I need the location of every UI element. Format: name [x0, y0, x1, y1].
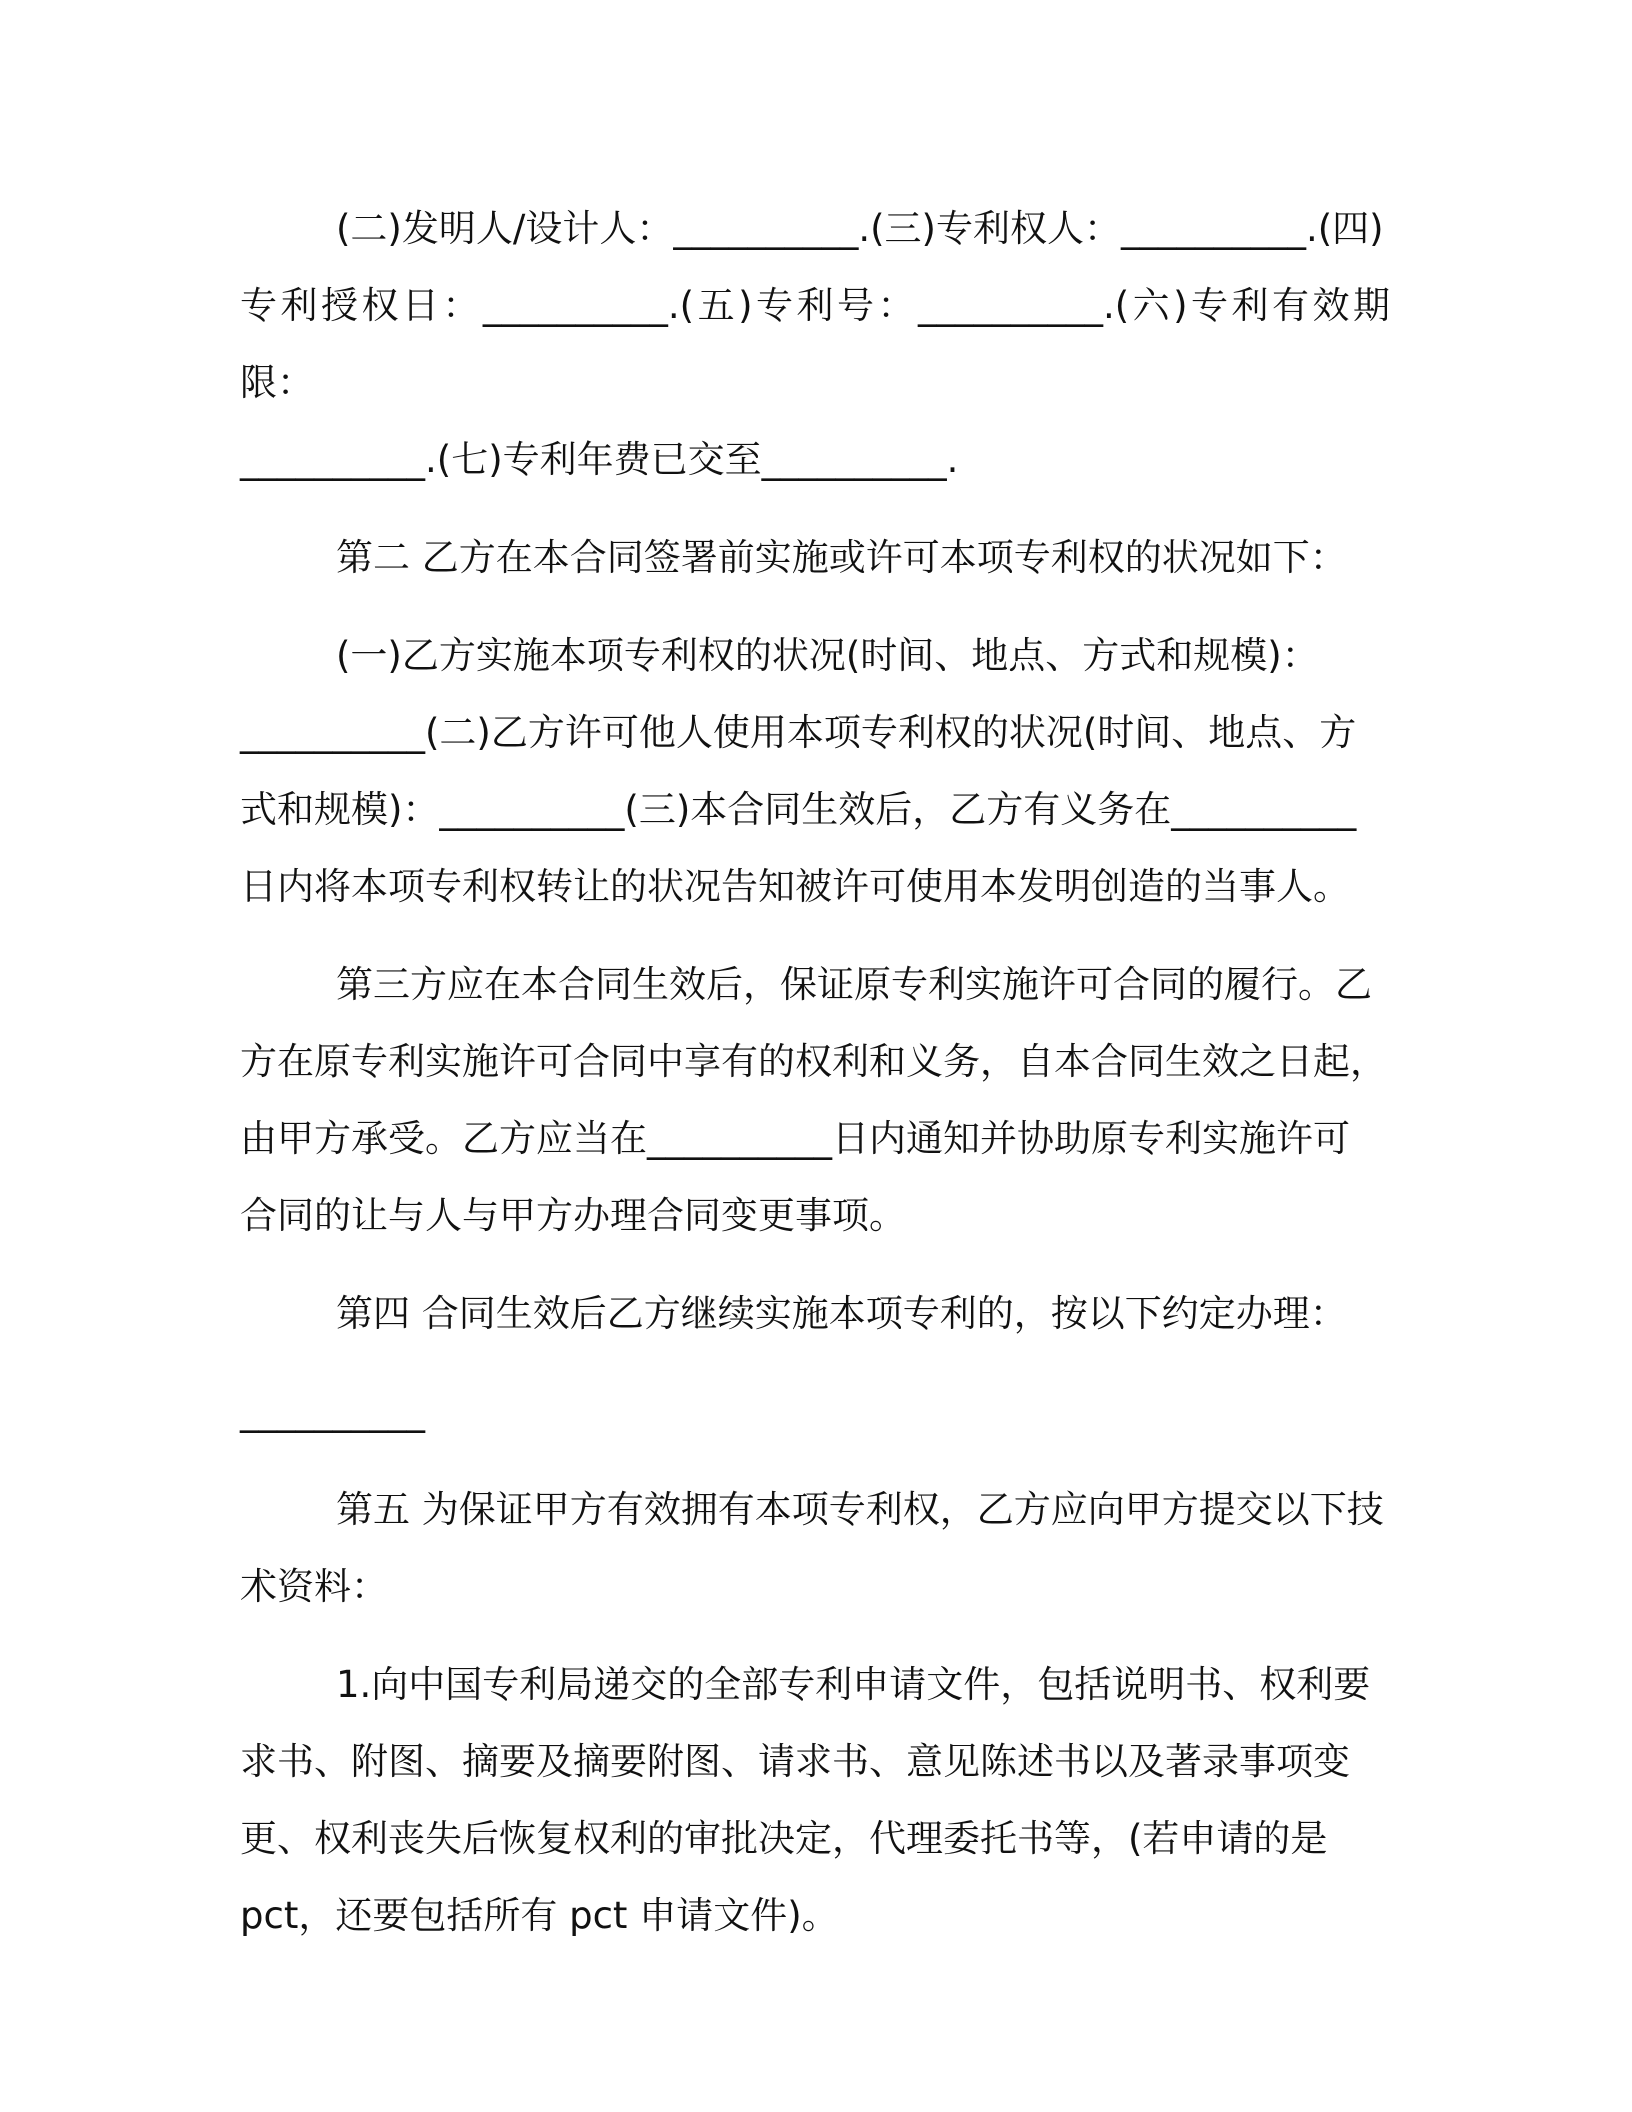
text-line: 日内将本项专利权转让的状况告知被许可使用本发明创造的当事人。	[240, 865, 1350, 908]
text-line: 合同的让与人与甲方办理合同变更事项。	[240, 1194, 906, 1237]
paragraph-implementation-status	[240, 617, 1390, 925]
paragraph-technical-materials-1	[240, 1646, 1390, 1954]
document-page	[240, 190, 1390, 1975]
paragraph-article-3	[240, 946, 1390, 1254]
text-line: 更、权利丧失后恢复权利的审批决定，代理委托书等，(若申请的是	[240, 1817, 1328, 1860]
text-line: pct，还要包括所有 pct 申请文件)。	[240, 1894, 839, 1937]
text-line: (一)乙方实施本项专利权的状况(时间、地点、方式和规模)：	[336, 634, 1319, 677]
text-line: 由甲方承受。乙方应当在__________日内通知并协助原专利实施许可	[240, 1117, 1350, 1160]
paragraph-article-2	[240, 519, 1390, 596]
text-line: 第五 为保证甲方有效拥有本项专利权，乙方应向甲方提交以下技	[336, 1488, 1384, 1531]
paragraph-article-5	[240, 1471, 1390, 1625]
paragraph-article-4	[240, 1275, 1390, 1352]
text-line: 1.向中国专利局递交的全部专利申请文件，包括说明书、权利要	[336, 1663, 1371, 1706]
text-line: 第三方应在本合同生效后，保证原专利实施许可合同的履行。乙	[336, 963, 1372, 1006]
text-line: (二)发明人/设计人：__________.(三)专利权人：__________.(四)	[336, 207, 1384, 250]
paragraph-patent-info	[240, 190, 1390, 498]
text-line: 方在原专利实施许可合同中享有的权利和义务，自本合同生效之日起，	[240, 1040, 1387, 1083]
paragraph-article-4-blank	[240, 1373, 1390, 1450]
text-line: 式和规模)：__________(三)本合同生效后，乙方有义务在__________	[240, 788, 1357, 831]
text-line: 第四 合同生效后乙方继续实施本项专利的，按以下约定办理：	[336, 1292, 1347, 1335]
blank-field-line: __________	[240, 1390, 425, 1433]
text-line: __________(二)乙方许可他人使用本项专利权的状况(时间、地点、方	[240, 711, 1357, 754]
text-line: 专利授权日：__________.(五)专利号：__________.(六)专利有效期限：	[240, 284, 1390, 404]
text-line: __________.(七)专利年费已交至__________.	[240, 438, 959, 481]
text-line: 第二 乙方在本合同签署前实施或许可本项专利权的状况如下：	[336, 536, 1347, 579]
text-line: 求书、附图、摘要及摘要附图、请求书、意见陈述书以及著录事项变	[240, 1740, 1350, 1783]
text-line: 术资料：	[240, 1565, 388, 1608]
